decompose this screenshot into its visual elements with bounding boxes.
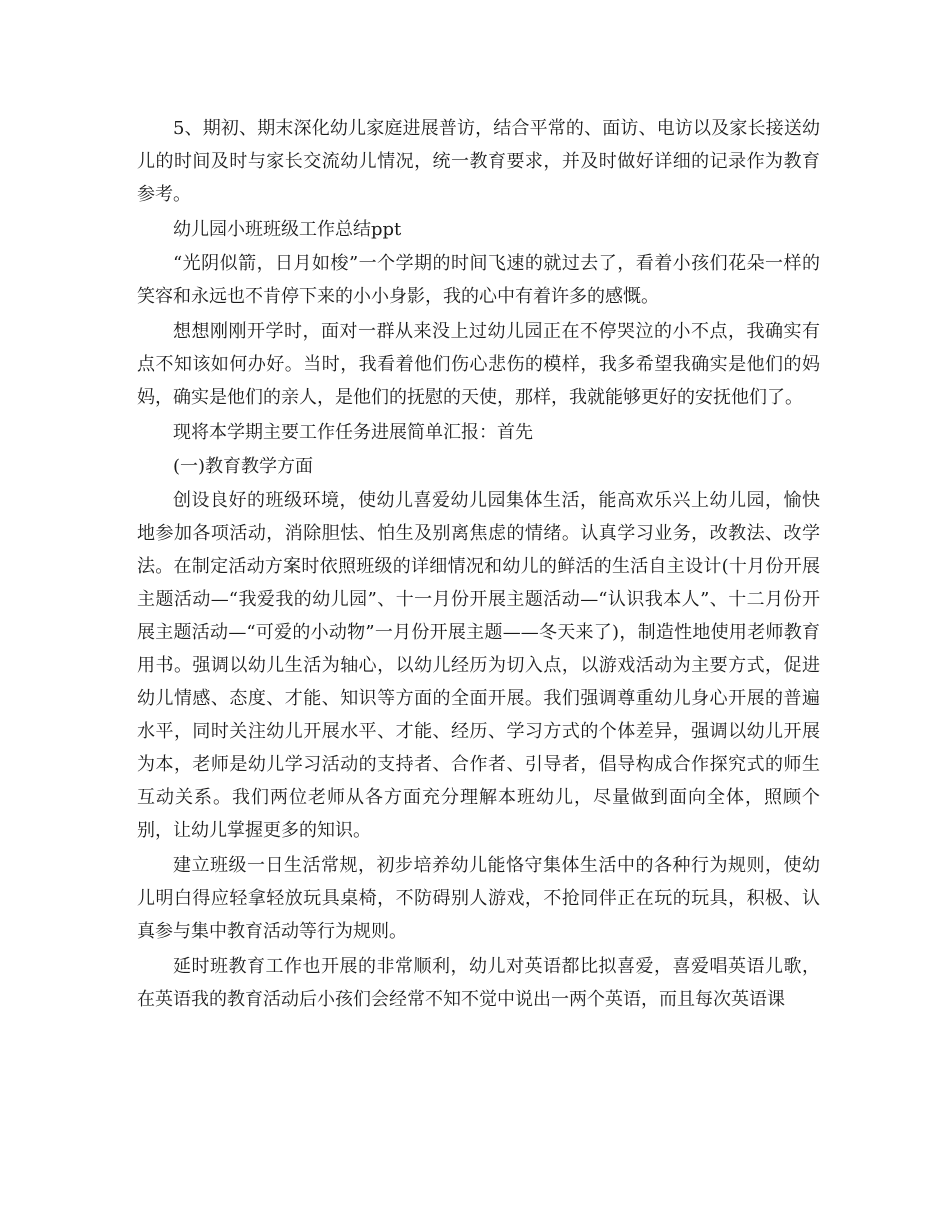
paragraph-report-intro: 现将本学期主要工作任务进展简单汇报：首先	[173, 422, 533, 443]
document-title-line: 幼儿园小班班级工作总结ppt	[173, 219, 402, 240]
paragraph-first-days: 想想刚刚开学时，面对一群从来没上过幼儿园正在不停哭泣的小不点，我确实有点不知该如何办好。当时，我看着他们伤心悲伤的模样，我多希望我确实是他们的妈妈，确实是他们的亲人，是他们的抚慰的天使，那样，我就能够更好的安抚他们了。	[137, 321, 820, 408]
paragraph-environment: 创设良好的班级环境，使幼儿喜爱幼儿园集体生活，能高欢乐兴上幼儿园，愉快地参加各项活动，消除胆怯、怕生及别离焦虑的情绪。认真学习业务，改教法、改学法。在制定活动方案时依照班级的详细情况和幼儿的鲜活的生活自主设计(十月份开展主题活动—“我爱我的幼儿园”、十一月份开展主题活动—“认识我本人”、十二月份开展主题活动—“可爱的小动物”一月份开展主题——冬天来了)，制造性地使用老师教育用书。强调以幼儿生活为轴心，以幼儿经历为切入点，以游戏活动为主要方式，促进幼儿情感、态度、才能、知识等方面的全面开展。我们强调尊重幼儿身心开展的普遍水平，同时关注幼儿开展水平、才能、经历、学习方式的个体差异，强调以幼儿开展为本，老师是幼儿学习活动的支持者、合作者、引导者，倡导构成合作探究式的师生互动关系。我们两位老师从各方面充分理解本班幼儿，尽量做到面向全体，照顾个别，让幼儿掌握更多的知识。	[137, 490, 820, 841]
document-body	[137, 112, 820, 1016]
paragraph-extended-class: 延时班教育工作也开展的非常顺利，幼儿对英语都比拟喜爱，喜爱唱英语儿歌，在英语我的教育活动后小孩们会经常不知不觉中说出一两个英语，而且每次英语课	[137, 956, 820, 1010]
paragraph-daily-routine: 建立班级一日生活常规，初步培养幼儿能恪守集体生活中的各种行为规则，使幼儿明白得应轻拿轻放玩具桌椅，不防碍别人游戏，不抢同伴正在玩的玩具，积极、认真参与集中教育活动等行为规则。	[137, 855, 820, 942]
paragraph-intro: “光阴似箭，日月如梭”一个学期的时间飞速的就过去了，看着小孩们花朵一样的笑容和永远也不肯停下来的小小身影，我的心中有着许多的感慨。	[137, 253, 820, 307]
paragraph-home-visits: 5、期初、期末深化幼儿家庭进展普访，结合平常的、面访、电访以及家长接送幼儿的时间及时与家长交流幼儿情况，统一教育要求，并及时做好详细的记录作为教育参考。	[137, 118, 820, 205]
section-heading-teaching: (一)教育教学方面	[173, 456, 314, 477]
